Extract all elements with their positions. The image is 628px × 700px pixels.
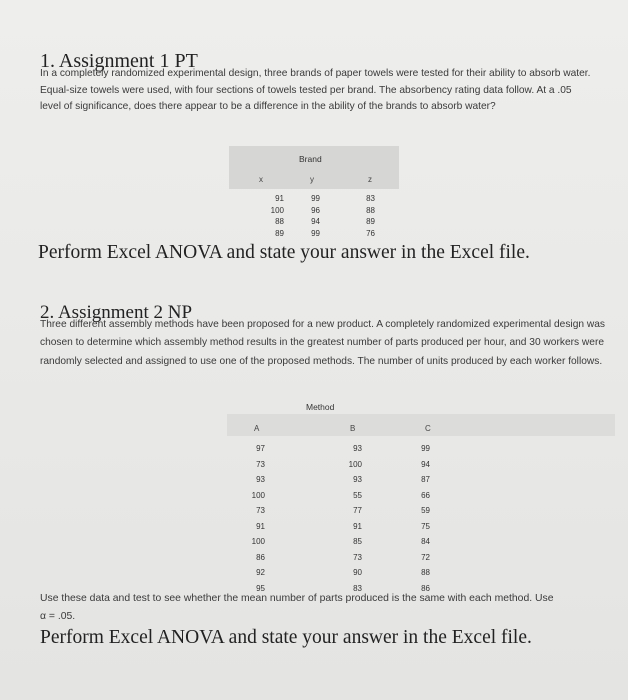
assignment2-problem-text: Three different assembly methods have been proposed for a new product. A completely randomized experimental design was chosen to determine which assembly method results in the greatest number of parts produced per hour, and 30 workers were randomly selected and assigned to use one of the proposed methods. The number of units produced by each worker follows. (40, 319, 605, 367)
assignment2-question-alpha: α = .05. (40, 611, 76, 622)
table-cell: 97 (256, 444, 265, 453)
table-cell: 95 (256, 583, 265, 593)
table-cell: 91 (353, 521, 362, 531)
table-cell: 89 (275, 228, 284, 238)
method-table-header-a: A (254, 424, 260, 433)
table-cell: 85 (353, 537, 362, 546)
table-cell: 96 (311, 205, 320, 215)
brand-table-column-z (345, 193, 375, 239)
method-table-column-a (235, 441, 265, 596)
method-table-header-shade (227, 414, 615, 436)
table-cell: 99 (421, 444, 430, 453)
table-cell: 94 (421, 459, 430, 469)
table-cell: 91 (256, 521, 265, 531)
table-cell: 94 (311, 217, 320, 227)
brand-table-header-shade (229, 146, 399, 189)
table-cell: 86 (421, 583, 430, 593)
table-cell: 99 (311, 194, 320, 203)
table-cell: 73 (256, 506, 265, 515)
table-cell: 92 (256, 568, 265, 577)
assignment2-question-line1: Use these data and test to see whether the mean number of parts produced is the same with each method. Use (40, 593, 554, 604)
table-cell: 87 (421, 475, 430, 484)
table-cell: 100 (348, 459, 362, 469)
table-cell: 99 (311, 228, 320, 238)
table-cell: 88 (275, 217, 284, 227)
table-cell: 84 (421, 537, 430, 546)
table-cell: 83 (366, 194, 375, 203)
table-cell: 100 (251, 490, 265, 500)
table-cell: 86 (256, 552, 265, 562)
table-cell: 73 (353, 552, 362, 562)
table-cell: 100 (251, 537, 265, 546)
brand-table-header-x: x (259, 175, 263, 184)
table-cell: 66 (421, 490, 430, 500)
method-table-column-c (400, 441, 430, 596)
table-cell: 88 (366, 205, 375, 215)
method-table-column-b (332, 441, 362, 596)
brand-table-column-y (290, 193, 320, 239)
assignment1-title: 1. Assignment 1 PT (40, 50, 198, 72)
brand-table-group-label: Brand (299, 154, 322, 164)
table-cell: 75 (421, 521, 430, 531)
table-cell: 88 (421, 568, 430, 577)
table-cell: 93 (256, 475, 265, 484)
table-cell: 55 (353, 490, 362, 500)
assignment1-instruction: Perform Excel ANOVA and state your answer in the Excel file. (38, 242, 530, 263)
table-cell: 91 (275, 194, 284, 203)
table-cell: 77 (353, 506, 362, 515)
brand-table-column-x (254, 193, 284, 239)
table-cell: 93 (353, 444, 362, 453)
brand-table-header-y: y (310, 175, 314, 184)
assignment2-title: 2. Assignment 2 NP (40, 302, 193, 323)
table-cell: 73 (256, 459, 265, 469)
table-cell: 76 (366, 228, 375, 238)
table-cell: 59 (421, 506, 430, 515)
method-table-group-label: Method (306, 402, 335, 412)
assignment2-question (40, 590, 620, 626)
method-table-header-c: C (425, 424, 431, 433)
table-cell: 93 (353, 475, 362, 484)
table-cell: 90 (353, 568, 362, 577)
table-cell: 100 (270, 205, 284, 215)
assignment1-problem-text: In a completely randomized experimental design, three brands of paper towels were tested for their ability to absorb water. Equal-size towels were used, with four sections of towels tested per brand. The absorbency rating data follow. At a .05 level of significance, does there appear to be a difference in the ability of the brands to absorb water? (40, 68, 591, 113)
table-cell: 72 (421, 552, 430, 562)
assignment2-instruction: Perform Excel ANOVA and state your answer in the Excel file. (40, 627, 532, 648)
brand-table-header-z: z (368, 175, 372, 184)
table-cell: 89 (366, 217, 375, 227)
method-table-header-b: B (350, 424, 356, 433)
table-cell: 83 (353, 583, 362, 593)
